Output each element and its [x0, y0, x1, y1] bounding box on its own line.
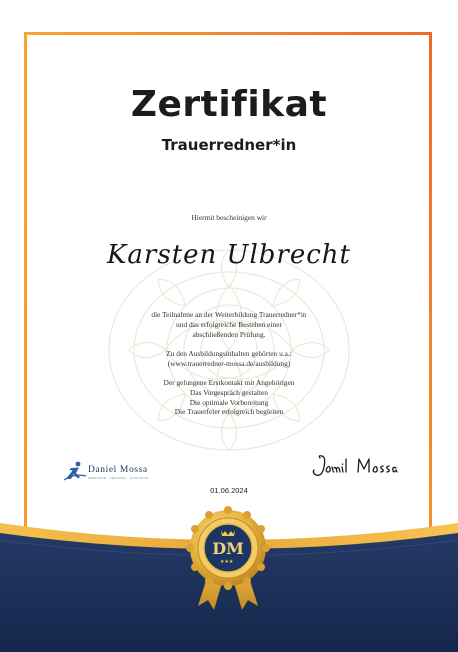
topic-item: Die optimale Vorbereitung: [189, 397, 269, 407]
intro-text: Hiermit bescheinigen wir: [191, 213, 267, 222]
recipient-name: Karsten Ulbrecht: [107, 240, 351, 270]
content-text: [0, 349, 458, 369]
completion-text: [0, 310, 458, 339]
certificate-date: 01.06.2024: [210, 486, 248, 495]
signature: [310, 453, 402, 481]
topic-item: Der gelungene Erstkontakt mit Angehörigen: [163, 378, 295, 387]
content-line: Zu den Ausbildungsinhalten gehörten u.a.:: [166, 349, 292, 358]
certificate-title: Zertifikat: [130, 84, 328, 125]
logo-name: Daniel Mossa: [88, 465, 148, 475]
topics-list: [0, 378, 458, 417]
completion-line: abschließenden Prüfung.: [192, 329, 266, 339]
runner-icon: [63, 460, 87, 484]
svg-text:★★★: ★★★: [220, 559, 234, 565]
completion-line: die Teilnahme an der Weiterbildung Trauerredner*in: [151, 310, 307, 319]
completion-line: und das erfolgreiche Bestehen einer: [176, 319, 282, 329]
badge-initials: DM: [212, 539, 244, 558]
dm-seal-badge: [184, 506, 272, 612]
topic-item: Das Vorgespräch gestalten: [190, 387, 268, 397]
logo-tagline: SEMINARE · TRAINING · COACHING: [88, 476, 149, 480]
content-url: (www.trauerredner-mossa.de/ausbildung): [167, 358, 291, 368]
frame-top-border: [24, 32, 432, 35]
daniel-mossa-logo: [63, 458, 178, 488]
certificate-subtitle: Trauerredner*in: [161, 136, 297, 154]
topic-item: Die Trauerfeier erfolgreich begleiten: [174, 407, 284, 417]
